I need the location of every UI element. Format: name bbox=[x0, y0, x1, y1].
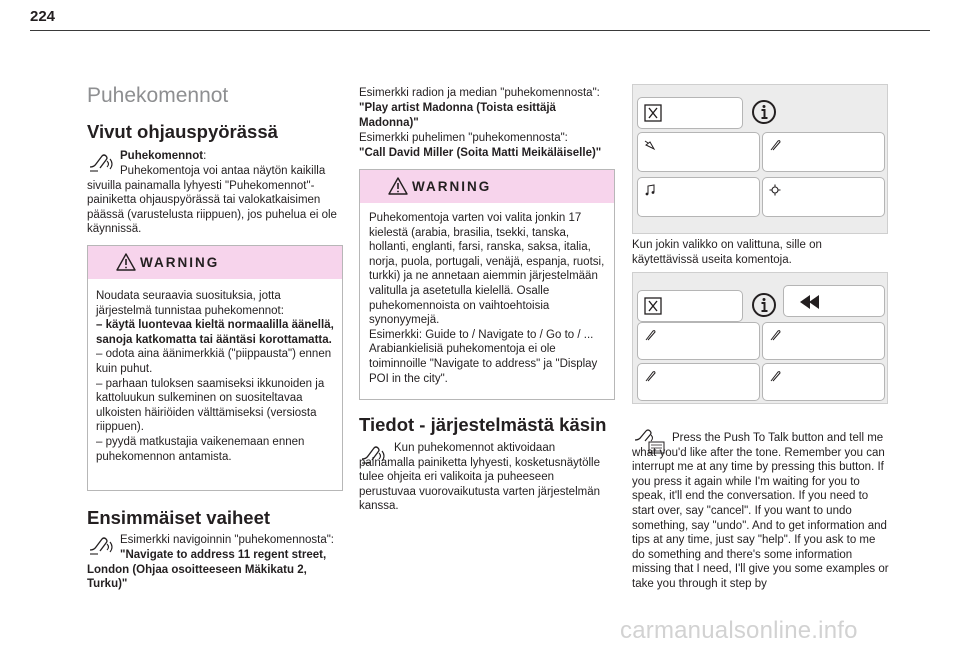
close-x-icon bbox=[644, 104, 662, 122]
back-arrow-icon bbox=[798, 294, 820, 310]
screen-caption: Kun jokin valikko on valittuna, sille on käytettävissä useita komentoja. bbox=[632, 239, 822, 266]
phone-example-intro: Esimerkki puhelimen "puhekomennosta": bbox=[359, 132, 568, 144]
voice-option-button[interactable] bbox=[637, 322, 760, 360]
warning-line: – käytä luontevaa kieltä normaalilla äänellä, sanoja katkomatta tai ääntäsi korottamatta. bbox=[96, 319, 334, 346]
warning-line: Noudata seuraavia suosituksia, jotta järjestelmä tunnistaa puhekomennot: bbox=[96, 290, 284, 317]
section-title: Puhekomennot bbox=[87, 84, 229, 107]
settings-gear-icon bbox=[769, 184, 781, 196]
radio-example-intro: Esimerkki radion ja median "puhekomennosta": bbox=[359, 87, 600, 99]
info-icon bbox=[751, 292, 777, 318]
header-rule bbox=[30, 30, 930, 31]
voice-menu-screen-1 bbox=[632, 84, 888, 234]
voice-menu-screen-2 bbox=[632, 272, 888, 404]
intro-text: Puhekomentoja voi antaa näytön kaikilla sivuilla painamalla lyhyesti "Puhekomennot"-painiketta ohjauspyörässä tai valokatkaisimen päässä (varustelusta riippuen), jos puhelua ei ole käynnissä. bbox=[87, 165, 337, 236]
push-to-talk-text: Press the Push To Talk button and tell me what you'd like after the tone. Remember you can interrupt me at any time by pressing this button. If you press it again while I'm waiting for you to speak, it'll end the conversation. If you need to start over, say "cancel". If you want to undo something, say "undo". And to get information and tips at any time, just say "help". If you ask to me do something and there's some information missing that I need, I'll give you some examples or take you through it step by bbox=[632, 432, 889, 590]
close-button[interactable] bbox=[637, 97, 743, 129]
nav-example-intro: Esimerkki navigoinnin "puhekomennosta": bbox=[120, 534, 335, 546]
settings-button[interactable] bbox=[762, 177, 885, 217]
phone-icon bbox=[644, 370, 656, 382]
system-info-text: Kun puhekomennot aktivoidaan painamalla painiketta lyhyesti, kosketusnäytölle tulee ohjeita eri valikoita ja puheeseen perustuvaa vuorovaikutusta varten järjestelmän kanssa. bbox=[359, 442, 600, 513]
music-button[interactable] bbox=[637, 177, 760, 217]
phone-example: "Call David Miller (Soita Matti Meikäläiselle)" bbox=[359, 147, 602, 159]
intro-label: Puhekomennot bbox=[120, 150, 204, 162]
warning-box-languages bbox=[359, 169, 615, 400]
radio-example: "Play artist Madonna (Toista esittäjä Madonna)" bbox=[359, 102, 556, 129]
warning-line: – parhaan tuloksen saamiseksi ikkunoiden ja kattoluukun sulkeminen on suositeltavaa ulkoisten häiriöiden välttämiseksi (versiosta riippuen). bbox=[96, 377, 325, 434]
warning-triangle-icon bbox=[116, 253, 136, 271]
warning-line: – pyydä matkustajia vaikenemaan ennen puhekomennon antamista. bbox=[96, 435, 305, 463]
phone-button[interactable] bbox=[762, 132, 885, 172]
music-note-icon bbox=[644, 184, 656, 196]
voice-option-button[interactable] bbox=[762, 363, 885, 401]
warning-title: WARNING bbox=[412, 179, 492, 194]
warning-triangle-icon bbox=[388, 177, 408, 195]
warning-synonym-example: Esimerkki: Guide to / Navigate to / Go to / ... bbox=[369, 328, 594, 341]
info-icon bbox=[751, 99, 777, 125]
phone-icon bbox=[769, 139, 781, 151]
phone-icon bbox=[769, 370, 781, 382]
navigation-button[interactable] bbox=[637, 132, 760, 172]
voice-option-button[interactable] bbox=[762, 322, 885, 360]
warning-header bbox=[88, 246, 342, 279]
page-number: 224 bbox=[30, 8, 56, 25]
intro-block bbox=[87, 149, 352, 164]
warning-line: – odota aina äänimerkkiä ("piippausta") ennen kuin puhut. bbox=[96, 348, 332, 375]
phone-icon bbox=[644, 329, 656, 341]
voice-option-button[interactable] bbox=[637, 363, 760, 401]
phone-icon bbox=[769, 329, 781, 341]
heading-system-info: Tiedot - järjestelmästä käsin bbox=[359, 414, 607, 435]
navigation-icon bbox=[644, 139, 656, 151]
close-button[interactable] bbox=[637, 290, 743, 322]
warning-arabic-note: Arabiankielisiä puhekomentoja ei ole toiminnoille "Navigate to address" ja "Display POI in the city". bbox=[369, 343, 598, 385]
nav-example: "Navigate to address 11 regent street, London (Ohjaa osoitteeseen Mäkikatu 2, Turku)" bbox=[87, 549, 327, 591]
warning-title: WARNING bbox=[140, 255, 220, 270]
back-button[interactable] bbox=[783, 285, 885, 317]
warning-header bbox=[360, 170, 614, 203]
warning-box-recommendations bbox=[87, 245, 343, 491]
intro-colon: : bbox=[203, 150, 207, 162]
footer-watermark: carmanualsonline.info bbox=[620, 617, 858, 644]
heading-first-steps: Ensimmäiset vaiheet bbox=[87, 507, 271, 528]
warning-languages-text: Puhekomentoja varten voi valita jonkin 17 kielestä (arabia, brasilia, tsekki, tanska, hollanti, englanti, farsi, ranska, saksa, italia, norja, puola, portugali, venäjä, espanja, ruotsi, turkki) ja ne annetaan aiemmin järjestelmään valitulla ja asetetulla kielellä. Osalle puhekomennoista on vaihtoehtoisia synonyymejä. bbox=[369, 212, 605, 327]
close-x-icon bbox=[644, 297, 662, 315]
heading-steering-controls: Vivut ohjauspyörässä bbox=[87, 121, 278, 142]
